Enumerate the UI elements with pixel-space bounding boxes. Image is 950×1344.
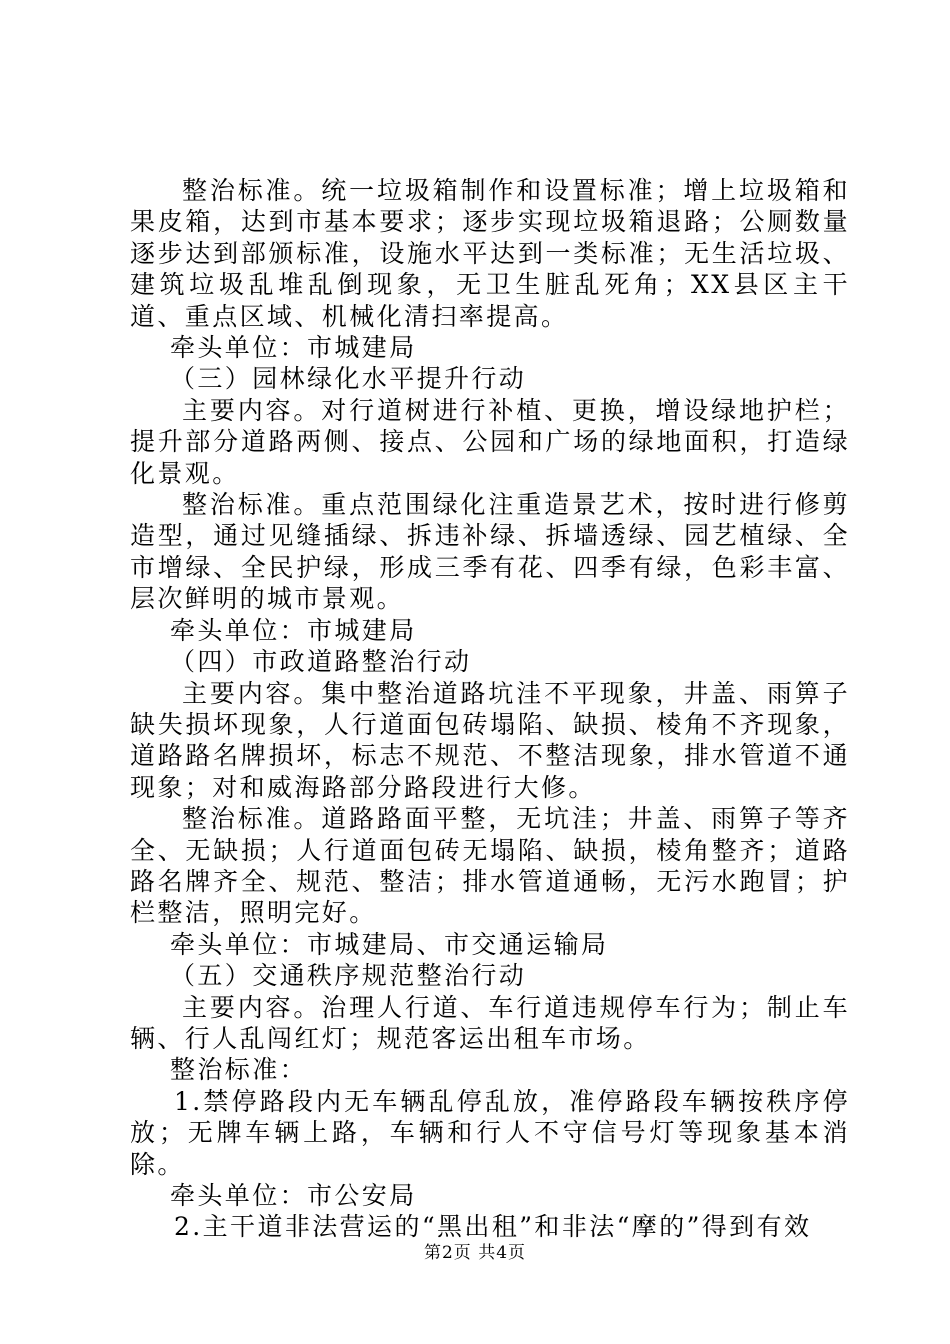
paragraph: 整治标准。重点范围绿化注重造景艺术，按时进行修剪造型，通过见缝插绿、拆违补绿、拆墙透绿、园艺植绿、全市增绿、全民护绿，形成三季有花、四季有绿，色彩丰富、层次鲜明的城市景观。 [130,490,850,614]
page-footer: 第2页 共4页 [423,1243,527,1263]
list-item: 1.禁停路段内无车辆乱停乱放，准停路段车辆按秩序停放；无牌车辆上路，车辆和行人不守信号灯等现象基本消除。 [130,1086,850,1179]
section-heading: （四）市政道路整治行动 [170,647,472,677]
paragraph: 整治标准。道路路面平整，无坑洼；井盖、雨箅子等齐全、无缺损；人行道面包砖无塌陷、缺损，棱角整齐；道路路名牌齐全、规范、整洁；排水管道通畅，无污水跑冒；护栏整洁，照明完好。 [130,804,850,928]
paragraph: 牵头单位：市城建局 [170,615,417,645]
paragraph: 主要内容。治理人行道、车行道违规停车行为；制止车辆、行人乱闯红灯；规范客运出租车市场。 [130,992,850,1053]
section-heading: （三）园林绿化水平提升行动 [170,364,527,394]
list-item: 2.主干道非法营运的“黑出租”和非法“摩的”得到有效 [174,1212,812,1242]
body-text [130,175,850,1243]
section-heading: （五）交通秩序规范整治行动 [170,961,527,991]
paragraph: 牵头单位：市城建局、市交通运输局 [170,929,609,959]
paragraph: 整治标准： [170,1055,308,1085]
paragraph: 牵头单位：市城建局 [170,333,417,363]
paragraph: 主要内容。集中整治道路坑洼不平现象，井盖、雨箅子缺失损坏现象，人行道面包砖塌陷、缺损、棱角不齐现象，道路路名牌损坏，标志不规范、不整洁现象，排水管道不通现象；对和威海路部分路段进行大修。 [130,678,850,802]
paragraph: 整治标准。统一垃圾箱制作和设置标准；增上垃圾箱和果皮箱，达到市基本要求；逐步实现垃圾箱退路；公厕数量逐步达到部颁标准，设施水平达到一类标准；无生活垃圾、建筑垃圾乱堆乱倒现象，无卫生脏乱死角；XX县区主干道、重点区域、机械化清扫率提高。 [130,176,850,331]
paragraph: 牵头单位：市公安局 [170,1181,417,1210]
paragraph: 主要内容。对行道树进行补植、更换，增设绿地护栏；提升部分道路两侧、接点、公园和广场的绿地面积，打造绿化景观。 [130,395,850,488]
